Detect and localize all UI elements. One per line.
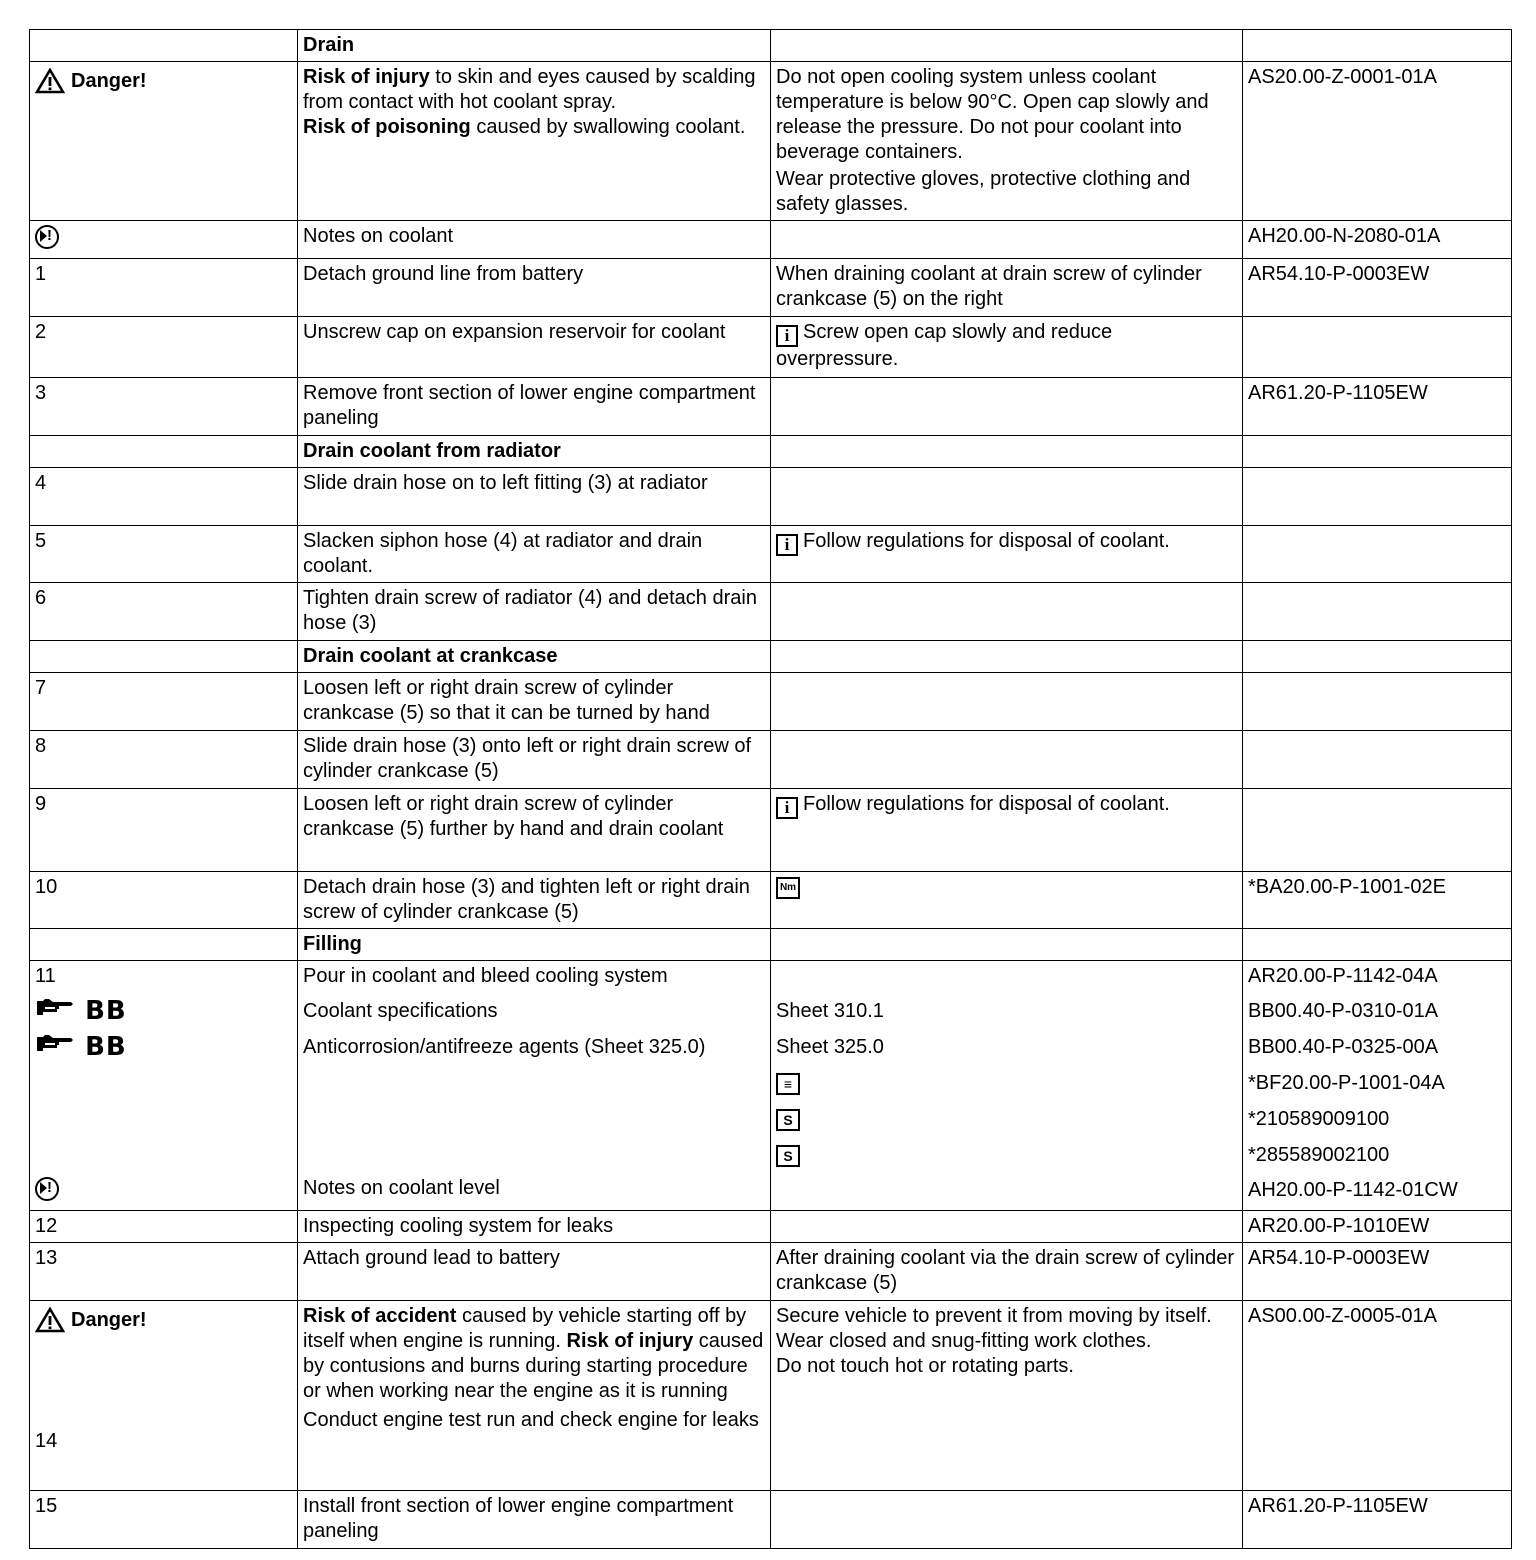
doc-reference[interactable]: AR54.10-P-0003EW [1243,259,1512,317]
table-row [30,583,1512,641]
doc-reference[interactable]: *BF20.00-P-1001-04A [1248,1072,1445,1094]
step-number: 13 [30,1243,298,1301]
step-text: Detach drain hose (3) and tighten left or right drain screw of cylinder crankcase (5) [298,872,771,929]
doc-reference[interactable]: AH20.00-P-1142-01CW [1248,1179,1458,1201]
table-row [30,641,1512,673]
step-number: 9 [30,789,298,872]
pointing-hand-icon [35,995,75,1019]
table-row [30,673,1512,731]
section-heading: Drain coolant at crankcase [298,641,771,673]
instruction-text: When draining coolant at drain screw of cylinder crankcase (5) on the right [771,259,1243,317]
instruction-text: Wear protective gloves, protective clothing and safety glasses. [776,168,1191,215]
step-text: Loosen left or right drain screw of cylinder crankcase (5) further by hand and drain coolant [298,789,771,872]
pointing-hand-icon [35,1031,75,1055]
risk-text: Risk of injury to skin and eyes caused by scalding from contact with hot coolant spray. [303,66,756,113]
table-row [30,1211,1512,1243]
risk-text: Risk of poisoning caused by swallowing coolant. [303,116,746,138]
bb-reference[interactable]: BB [35,993,292,1029]
step-text: Remove front section of lower engine compartment paneling [298,378,771,436]
special-tool-icon[interactable]: S [776,1109,800,1131]
doc-reference[interactable]: BB00.40-P-0325-00A [1248,1036,1439,1058]
step-number: 3 [30,378,298,436]
doc-reference[interactable]: AR61.20-P-1105EW [1243,1491,1512,1549]
step-text: Notes on coolant [298,221,771,259]
step-text: Attach ground lead to battery [298,1243,771,1301]
step-number: 2 [30,317,298,378]
table-row [30,872,1512,929]
step-text: Install front section of lower engine compartment paneling [298,1491,771,1549]
doc-reference[interactable]: *285589002100 [1248,1144,1390,1166]
step-number: 5 [30,526,298,583]
risk-text: Risk of injury caused by contusions and burns during starting procedure or when working near the engine as it is running [303,1330,764,1402]
step-text: Detach ground line from battery [298,259,771,317]
table-row [30,1243,1512,1301]
step-number: 4 [30,468,298,526]
table-row [30,62,1512,221]
step-number: 11 [35,965,56,987]
table-row [30,468,1512,526]
filling-capacity-icon[interactable]: ≡ [776,1073,800,1095]
torque-icon[interactable]: Nm [776,877,800,899]
step-text: Slide drain hose on to left fitting (3) at radiator [298,468,771,526]
doc-reference[interactable]: AR61.20-P-1105EW [1243,378,1512,436]
instruction-text: Wear closed and snug-fitting work clothes. [776,1330,1152,1352]
doc-reference[interactable]: AR20.00-P-1142-04A [1248,965,1438,987]
info-icon: i [776,325,798,347]
instruction-text: Do not open cooling system unless coolant temperature is below 90°C. Open cap slowly and release the pressure. Do not pour coolant into beverage containers. [776,66,1209,163]
step-text: Pour in coolant and bleed cooling system [303,965,668,987]
instruction-text: Do not touch hot or rotating parts. [776,1355,1074,1377]
special-tool-icon[interactable]: S [776,1145,800,1167]
step-text: Unscrew cap on expansion reservoir for coolant [298,317,771,378]
table-row [30,789,1512,872]
danger-label [35,68,147,94]
doc-reference[interactable]: AR54.10-P-0003EW [1243,1243,1512,1301]
sheet-reference: Sheet 310.1 [776,1000,884,1022]
danger-text: Danger! [71,69,147,92]
section-heading: Drain [298,30,771,62]
step-number: 7 [30,673,298,731]
doc-reference[interactable]: *BA20.00-P-1001-02E [1243,872,1512,929]
step-text: Slide drain hose (3) onto left or right drain screw of cylinder crankcase (5) [298,731,771,789]
warning-triangle-icon [35,1307,65,1333]
table-row [30,30,1512,62]
table-row [30,526,1512,583]
doc-reference[interactable]: AR20.00-P-1010EW [1243,1211,1512,1243]
step-number: 6 [30,583,298,641]
step-text: Anticorrosion/antifreeze agents (Sheet 325.0) [303,1036,706,1058]
step-text: Inspecting cooling system for leaks [298,1211,771,1243]
danger-label [35,1307,147,1333]
info-icon: i [776,534,798,556]
info-icon: i [776,797,798,819]
warning-triangle-icon [35,68,65,94]
step-number: 14 [35,1430,58,1452]
step-text: Loosen left or right drain screw of cylinder crankcase (5) so that it can be turned by hand [298,673,771,731]
table-row [30,929,1512,961]
instruction-text: After draining coolant via the drain screw of cylinder crankcase (5) [771,1243,1243,1301]
step-number: 12 [30,1211,298,1243]
table-row [30,259,1512,317]
instruction-text: Secure vehicle to prevent it from moving by itself. [776,1305,1212,1327]
table-row [30,1301,1512,1491]
step-text: Coolant specifications [303,1000,498,1022]
table-row [30,317,1512,378]
section-heading: Filling [298,929,771,961]
table-row [30,436,1512,468]
step-number: 1 [30,259,298,317]
table-row [30,731,1512,789]
bb-reference[interactable]: BB [35,1029,292,1065]
step-text: Notes on coolant level [303,1177,500,1199]
table-row [30,961,1512,1211]
step-text: Tighten drain screw of radiator (4) and detach drain hose (3) [298,583,771,641]
instruction-text: Follow regulations for disposal of coolant. [803,530,1170,552]
step-number: 8 [30,731,298,789]
sheet-reference: Sheet 325.0 [776,1036,884,1058]
note-icon [35,225,59,249]
table-row [30,221,1512,259]
doc-reference[interactable]: BB00.40-P-0310-01A [1248,1000,1439,1022]
doc-reference[interactable]: AH20.00-N-2080-01A [1243,221,1512,259]
instruction-text: Screw open cap slowly and reduce overpressure. [776,321,1113,370]
table-row [30,378,1512,436]
step-number: 15 [30,1491,298,1549]
doc-reference[interactable]: *210589009100 [1248,1108,1390,1130]
step-text: Slacken siphon hose (4) at radiator and drain coolant. [298,526,771,583]
danger-text: Danger! [71,1308,147,1331]
section-heading: Drain coolant from radiator [298,436,771,468]
doc-reference[interactable]: AS00.00-Z-0005-01A [1243,1301,1512,1491]
instruction-text: Follow regulations for disposal of coolant. [803,793,1170,815]
doc-reference[interactable]: AS20.00-Z-0001-01A [1243,62,1512,221]
step-text: Conduct engine test run and check engine for leaks [303,1409,759,1431]
note-icon [35,1177,59,1201]
table-row [30,1491,1512,1549]
risk-text: Risk of accident caused by vehicle starting off by itself when engine is running. [303,1305,747,1352]
procedure-table [29,29,1512,1549]
step-number: 10 [30,872,298,929]
